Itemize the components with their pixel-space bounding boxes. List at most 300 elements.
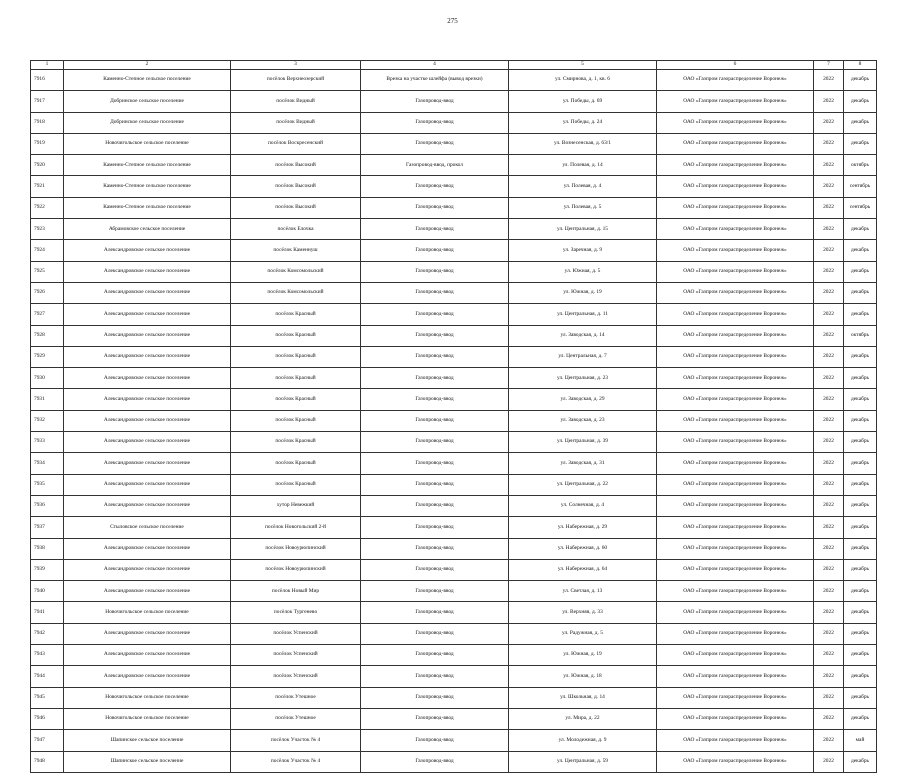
table-row (31, 623, 877, 644)
table-row (31, 325, 877, 346)
table-cell: 2022 (814, 304, 844, 325)
table-cell: Каменно-Степное сельское поселение (64, 70, 231, 91)
table-cell: ул. Солнечная, д. 4 (509, 495, 657, 516)
table-cell: ОАО «Газпром газораспределение Воронеж» (657, 751, 814, 772)
table-cell: Газопровод-ввод (361, 708, 509, 729)
table-cell: ул. Южная, д. 18 (509, 666, 657, 687)
table-cell: Газопровод-ввод (361, 495, 509, 516)
table-cell: 2022 (814, 176, 844, 197)
table-cell: Добринское сельское поселение (64, 91, 231, 112)
table-cell: декабрь (844, 261, 877, 282)
table-cell: 7924 (31, 240, 64, 261)
table-cell: Шапинское сельское поселение (64, 751, 231, 772)
table-cell: Газопровод-ввод (361, 687, 509, 708)
table-cell: посёлок Тургенево (231, 602, 361, 623)
table-cell: 7923 (31, 219, 64, 240)
table-cell: ОАО «Газпром газораспределение Воронеж» (657, 133, 814, 154)
table-cell: посёлок Красный (231, 410, 361, 431)
table-cell: посёлок Новый Мир (231, 581, 361, 602)
table-cell: ОАО «Газпром газораспределение Воронеж» (657, 176, 814, 197)
table-cell: ОАО «Газпром газораспределение Воронеж» (657, 623, 814, 644)
table-cell: ОАО «Газпром газораспределение Воронеж» (657, 495, 814, 516)
table-cell: Газопровод-ввод (361, 410, 509, 431)
table-cell: Газопровод-ввод (361, 645, 509, 666)
table-cell: ул. Мира, д. 22 (509, 708, 657, 729)
table-cell: Абрамовское сельское поселение (64, 219, 231, 240)
table-cell: Газопровод-ввод (361, 666, 509, 687)
table-cell: 2022 (814, 602, 844, 623)
table-cell: 2022 (814, 282, 844, 303)
table-cell: декабрь (844, 751, 877, 772)
column-header: 7 (814, 61, 844, 70)
table-cell: Врезка на участке шлейфа (вывод врезки) (361, 70, 509, 91)
table-cell: ОАО «Газпром газораспределение Воронеж» (657, 687, 814, 708)
table-cell: 2022 (814, 432, 844, 453)
table-cell: ул. Заводская, д. 23 (509, 410, 657, 431)
table-cell: Газопровод-ввод (361, 453, 509, 474)
table-cell: 2022 (814, 474, 844, 495)
table-cell: Газопровод-ввод (361, 623, 509, 644)
table-cell: ОАО «Газпром газораспределение Воронеж» (657, 261, 814, 282)
table-cell: 2022 (814, 240, 844, 261)
table-cell: ул. Вознесенская, д. 63/1 (509, 133, 657, 154)
table-cell: 7934 (31, 453, 64, 474)
table-cell: 2022 (814, 410, 844, 431)
table-cell: ул. Полевая, д. 4 (509, 176, 657, 197)
table-cell: 7946 (31, 708, 64, 729)
table-cell: Александровское сельское поселение (64, 346, 231, 367)
table-cell: Александровское сельское поселение (64, 240, 231, 261)
table-cell: 7929 (31, 346, 64, 367)
table-cell: 2022 (814, 133, 844, 154)
table-cell: Газопровод-ввод (361, 133, 509, 154)
table-cell: 2022 (814, 666, 844, 687)
table-row (31, 197, 877, 218)
table-cell: ул. Светлая, д. 13 (509, 581, 657, 602)
table-cell: ОАО «Газпром газораспределение Воронеж» (657, 91, 814, 112)
table-cell: ОАО «Газпром газораспределение Воронеж» (657, 219, 814, 240)
table-cell: посёлок Новоурюпинский (231, 538, 361, 559)
table-cell: 7945 (31, 687, 64, 708)
table-cell: Каменно-Степное сельское поселение (64, 176, 231, 197)
table-cell: ул. Центральная, д. 39 (509, 432, 657, 453)
table-cell: 2022 (814, 645, 844, 666)
table-cell: сентябрь (844, 176, 877, 197)
table-row (31, 730, 877, 751)
table-cell: 2022 (814, 91, 844, 112)
table-cell: ОАО «Газпром газораспределение Воронеж» (657, 453, 814, 474)
table-cell: Газопровод-ввод (361, 91, 509, 112)
table-cell: посёлок Высокий (231, 197, 361, 218)
table-cell: посёлок Высокий (231, 176, 361, 197)
table-cell: ул. Центральная, д. 11 (509, 304, 657, 325)
table-row (31, 474, 877, 495)
table-cell: 7938 (31, 538, 64, 559)
table-cell: Газопровод-ввод (361, 474, 509, 495)
table-cell: ул. Центральная, д. 15 (509, 219, 657, 240)
table-cell: декабрь (844, 389, 877, 410)
table-cell: ул. Центральная, д. 59 (509, 751, 657, 772)
table-cell: Александровское сельское поселение (64, 410, 231, 431)
table-cell: ОАО «Газпром газораспределение Воронеж» (657, 346, 814, 367)
table-cell: посёлок Красный (231, 432, 361, 453)
table-row (31, 155, 877, 176)
table-cell: Газопровод-ввод (361, 112, 509, 133)
table-cell: ул. Верхняя, д. 33 (509, 602, 657, 623)
table-cell: ул. Южная, д. 19 (509, 645, 657, 666)
table-cell: ОАО «Газпром газораспределение Воронеж» (657, 730, 814, 751)
table-cell: 2022 (814, 197, 844, 218)
table-cell: Газопровод-ввод (361, 219, 509, 240)
table-cell: ул. Набережная, д. 60 (509, 538, 657, 559)
table-cell: посёлок Утешное (231, 708, 361, 729)
table-cell: Газопровод-ввод (361, 261, 509, 282)
table-cell: 7943 (31, 645, 64, 666)
table-row (31, 282, 877, 303)
table-cell: ОАО «Газпром газораспределение Воронеж» (657, 70, 814, 91)
table-row (31, 559, 877, 580)
table-cell: Новочигольское сельское поселение (64, 602, 231, 623)
table-cell: 7927 (31, 304, 64, 325)
column-header: 5 (509, 61, 657, 70)
table-row (31, 346, 877, 367)
table-row (31, 133, 877, 154)
table-cell: ул. Полевая, д. 14 (509, 155, 657, 176)
table-row (31, 261, 877, 282)
table-cell: декабрь (844, 538, 877, 559)
table-cell: 7931 (31, 389, 64, 410)
table-cell: Новочигольское сельское поселение (64, 133, 231, 154)
table-cell: посёлок Видный (231, 91, 361, 112)
table-cell: ул. Южная, д. 19 (509, 282, 657, 303)
table-cell: Добринское сельское поселение (64, 112, 231, 133)
table-cell: 2022 (814, 708, 844, 729)
table-cell: Газопровод-ввод (361, 346, 509, 367)
table-cell: Газопровод-ввод (361, 325, 509, 346)
table-cell: 7942 (31, 623, 64, 644)
table-cell: октябрь (844, 325, 877, 346)
table-cell: 2022 (814, 368, 844, 389)
table-cell: 2022 (814, 517, 844, 538)
table-cell: 7928 (31, 325, 64, 346)
table-cell: ОАО «Газпром газораспределение Воронеж» (657, 325, 814, 346)
table-cell: ОАО «Газпром газораспределение Воронеж» (657, 112, 814, 133)
table-cell: декабрь (844, 112, 877, 133)
table-cell: посёлок Новоурюпинский (231, 559, 361, 580)
table-cell: декабрь (844, 559, 877, 580)
table-cell: посёлок Видный (231, 112, 361, 133)
table-cell: декабрь (844, 304, 877, 325)
table-row (31, 517, 877, 538)
table-row (31, 432, 877, 453)
table-cell: 7933 (31, 432, 64, 453)
column-header: 2 (64, 61, 231, 70)
table-cell: декабрь (844, 91, 877, 112)
table-row (31, 240, 877, 261)
table-cell: посёлок Новогольский 2-й (231, 517, 361, 538)
table-cell: ОАО «Газпром газораспределение Воронеж» (657, 581, 814, 602)
table-cell: декабрь (844, 240, 877, 261)
table-cell: Александровское сельское поселение (64, 325, 231, 346)
table-cell: октябрь (844, 155, 877, 176)
table-row (31, 453, 877, 474)
table-cell: 7944 (31, 666, 64, 687)
table-row (31, 495, 877, 516)
table-cell: ОАО «Газпром газораспределение Воронеж» (657, 645, 814, 666)
table-cell: 2022 (814, 261, 844, 282)
table-cell: 2022 (814, 559, 844, 580)
table-cell: ул. Набережная, д. 64 (509, 559, 657, 580)
table-cell: 2022 (814, 730, 844, 751)
table-cell: 7937 (31, 517, 64, 538)
table-cell: ОАО «Газпром газораспределение Воронеж» (657, 410, 814, 431)
table-cell: декабрь (844, 623, 877, 644)
table-cell: ОАО «Газпром газораспределение Воронеж» (657, 666, 814, 687)
table-cell: Александровское сельское поселение (64, 645, 231, 666)
table-row (31, 112, 877, 133)
table-row (31, 176, 877, 197)
table-cell: Новочигольское сельское поселение (64, 708, 231, 729)
table-cell: 7921 (31, 176, 64, 197)
table-cell: посёлок Участок № 4 (231, 730, 361, 751)
table-cell: ОАО «Газпром газораспределение Воронеж» (657, 708, 814, 729)
table-cell: Александровское сельское поселение (64, 389, 231, 410)
table-cell: ул. Победы, д. 24 (509, 112, 657, 133)
table-cell: 7918 (31, 112, 64, 133)
table-cell: 2022 (814, 751, 844, 772)
table-cell: Александровское сельское поселение (64, 623, 231, 644)
table-cell: 2022 (814, 112, 844, 133)
table-cell: посёлок Красный (231, 325, 361, 346)
table-cell: посёлок Красный (231, 453, 361, 474)
table-cell: ул. Центральная, д. 22 (509, 474, 657, 495)
table-row (31, 645, 877, 666)
table-cell: ул. Набережная, д. 29 (509, 517, 657, 538)
table-cell: ул. Южная, д. 5 (509, 261, 657, 282)
table-cell: посёлок Верхнеозерский (231, 70, 361, 91)
table-cell: посёлок Красный (231, 474, 361, 495)
table-cell: Каменно-Степное сельское поселение (64, 197, 231, 218)
table-cell: ул. Радужная, д. 5 (509, 623, 657, 644)
table-cell: ОАО «Газпром газораспределение Воронеж» (657, 474, 814, 495)
table-cell: посёлок Воскресенский (231, 133, 361, 154)
table-cell: посёлок Высокий (231, 155, 361, 176)
table-cell: посёлок Комсомольский (231, 261, 361, 282)
table-cell: ул. Смирнова, д. 1, кв. 6 (509, 70, 657, 91)
table-cell: 2022 (814, 325, 844, 346)
table-cell: 7948 (31, 751, 64, 772)
table-cell: декабрь (844, 495, 877, 516)
table-cell: 7939 (31, 559, 64, 580)
table-cell: Александровское сельское поселение (64, 666, 231, 687)
column-header: 8 (844, 61, 877, 70)
table-cell: Александровское сельское поселение (64, 453, 231, 474)
table-row (31, 368, 877, 389)
table-cell: Александровское сельское поселение (64, 282, 231, 303)
table-cell: 2022 (814, 389, 844, 410)
table-row (31, 91, 877, 112)
table-cell: Александровское сельское поселение (64, 474, 231, 495)
data-table (30, 60, 877, 773)
table-cell: посёлок Успенский (231, 645, 361, 666)
table-row (31, 219, 877, 240)
table-cell: Газопровод-ввод (361, 581, 509, 602)
column-header: 3 (231, 61, 361, 70)
table-cell: сентябрь (844, 197, 877, 218)
table-cell: ул. Молодежная, д. 9 (509, 730, 657, 751)
table-cell: ул. Школьная, д. 14 (509, 687, 657, 708)
table-cell: ул. Центральная, д. 7 (509, 346, 657, 367)
table-cell: 7936 (31, 495, 64, 516)
table-cell: декабрь (844, 346, 877, 367)
table-header-row (31, 61, 877, 70)
table-row (31, 304, 877, 325)
table-cell: 7916 (31, 70, 64, 91)
table-cell: декабрь (844, 70, 877, 91)
table-cell: ОАО «Газпром газораспределение Воронеж» (657, 368, 814, 389)
table-cell: 7926 (31, 282, 64, 303)
table-cell: ОАО «Газпром газораспределение Воронеж» (657, 197, 814, 218)
table-cell: посёлок Елочка (231, 219, 361, 240)
table-cell: Шапинское сельское поселение (64, 730, 231, 751)
table-cell: ОАО «Газпром газораспределение Воронеж» (657, 559, 814, 580)
column-header: 4 (361, 61, 509, 70)
table-cell: декабрь (844, 708, 877, 729)
table-cell: Газопровод-ввод (361, 559, 509, 580)
table-cell: 7919 (31, 133, 64, 154)
table-cell: 7917 (31, 91, 64, 112)
table-cell: Газопровод-ввод (361, 432, 509, 453)
table-cell: Александровское сельское поселение (64, 495, 231, 516)
table-cell: 2022 (814, 581, 844, 602)
table-cell: Газопровод-ввод (361, 517, 509, 538)
table-cell: ОАО «Газпром газораспределение Воронеж» (657, 538, 814, 559)
table-row (31, 687, 877, 708)
table-cell: 2022 (814, 70, 844, 91)
table-cell: Газопровод-ввод (361, 176, 509, 197)
table-cell: Стыловское сельское поселение (64, 517, 231, 538)
table-cell: ОАО «Газпром газораспределение Воронеж» (657, 432, 814, 453)
table-cell: декабрь (844, 687, 877, 708)
table-cell: декабрь (844, 133, 877, 154)
table-cell: Александровское сельское поселение (64, 432, 231, 453)
table-cell: 7932 (31, 410, 64, 431)
table-cell: 2022 (814, 453, 844, 474)
table-row (31, 751, 877, 772)
table-cell: 7935 (31, 474, 64, 495)
table-cell: Газопровод-ввод (361, 368, 509, 389)
table-cell: ОАО «Газпром газораспределение Воронеж» (657, 240, 814, 261)
table-cell: декабрь (844, 432, 877, 453)
table-cell: Газопровод-ввод (361, 751, 509, 772)
table-cell: 2022 (814, 495, 844, 516)
table-cell: посёлок Успенский (231, 666, 361, 687)
table-cell: Газопровод-ввод (361, 282, 509, 303)
table-cell: 7947 (31, 730, 64, 751)
table-row (31, 538, 877, 559)
table-row (31, 602, 877, 623)
table-cell: 7925 (31, 261, 64, 282)
table-cell: ул. Заречная, д. 9 (509, 240, 657, 261)
table-cell: декабрь (844, 453, 877, 474)
table-cell: декабрь (844, 410, 877, 431)
table-cell: ОАО «Газпром газораспределение Воронеж» (657, 282, 814, 303)
table-cell: 7930 (31, 368, 64, 389)
table-cell: ул. Заводская, д. 14 (509, 325, 657, 346)
table-cell: Александровское сельское поселение (64, 581, 231, 602)
table-cell: Газопровод-ввод (361, 730, 509, 751)
table-cell: декабрь (844, 368, 877, 389)
table-row (31, 389, 877, 410)
table-cell: декабрь (844, 517, 877, 538)
table-row (31, 410, 877, 431)
table-cell: 7941 (31, 602, 64, 623)
table-cell: 2022 (814, 155, 844, 176)
table-cell: Александровское сельское поселение (64, 538, 231, 559)
table-cell: посёлок Утешное (231, 687, 361, 708)
table-cell: ул. Победы, д. 69 (509, 91, 657, 112)
table-cell: 2022 (814, 538, 844, 559)
table-cell: Газопровод-ввод (361, 240, 509, 261)
table-cell: Газопровод-ввод (361, 389, 509, 410)
table-cell: 2022 (814, 687, 844, 708)
column-header: 6 (657, 61, 814, 70)
table-cell: Газопровод-ввод (361, 602, 509, 623)
table-cell: Александровское сельское поселение (64, 559, 231, 580)
table-row (31, 581, 877, 602)
table-cell: Александровское сельское поселение (64, 368, 231, 389)
table-cell: 2022 (814, 623, 844, 644)
table-cell: декабрь (844, 474, 877, 495)
table-cell: Газопровод-ввод (361, 304, 509, 325)
table-row (31, 708, 877, 729)
table-cell: декабрь (844, 282, 877, 303)
table-cell: май (844, 730, 877, 751)
table-cell: Александровское сельское поселение (64, 261, 231, 282)
table-cell: Александровское сельское поселение (64, 304, 231, 325)
table-cell: посёлок Комсомольский (231, 282, 361, 303)
table-cell: Газопровод-ввод, прокол (361, 155, 509, 176)
table-row (31, 70, 877, 91)
table-cell: ул. Заводская, д. 29 (509, 389, 657, 410)
table-cell: декабрь (844, 219, 877, 240)
table-cell: ул. Заводская, д. 31 (509, 453, 657, 474)
table-cell: декабрь (844, 666, 877, 687)
table-cell: посёлок Красный (231, 346, 361, 367)
table-cell: ОАО «Газпром газораспределение Воронеж» (657, 602, 814, 623)
table-cell: Каменно-Степное сельское поселение (64, 155, 231, 176)
table-cell: ОАО «Газпром газораспределение Воронеж» (657, 389, 814, 410)
table-cell: Газопровод-ввод (361, 538, 509, 559)
table-cell: хутор Невежкий (231, 495, 361, 516)
table-cell: 2022 (814, 346, 844, 367)
table-row (31, 666, 877, 687)
table-cell: декабрь (844, 602, 877, 623)
table-cell: Новочигольское сельское поселение (64, 687, 231, 708)
table-cell: посёлок Красный (231, 389, 361, 410)
table-cell: посёлок Каменнуш (231, 240, 361, 261)
table-cell: ОАО «Газпром газораспределение Воронеж» (657, 304, 814, 325)
table-cell: 7940 (31, 581, 64, 602)
page-number: 275 (447, 17, 458, 25)
table-cell: 7922 (31, 197, 64, 218)
table-cell: декабрь (844, 645, 877, 666)
table-header (31, 61, 877, 70)
table-cell: ОАО «Газпром газораспределение Воронеж» (657, 517, 814, 538)
table-cell: декабрь (844, 581, 877, 602)
table-body (31, 70, 877, 773)
table-cell: посёлок Красный (231, 368, 361, 389)
